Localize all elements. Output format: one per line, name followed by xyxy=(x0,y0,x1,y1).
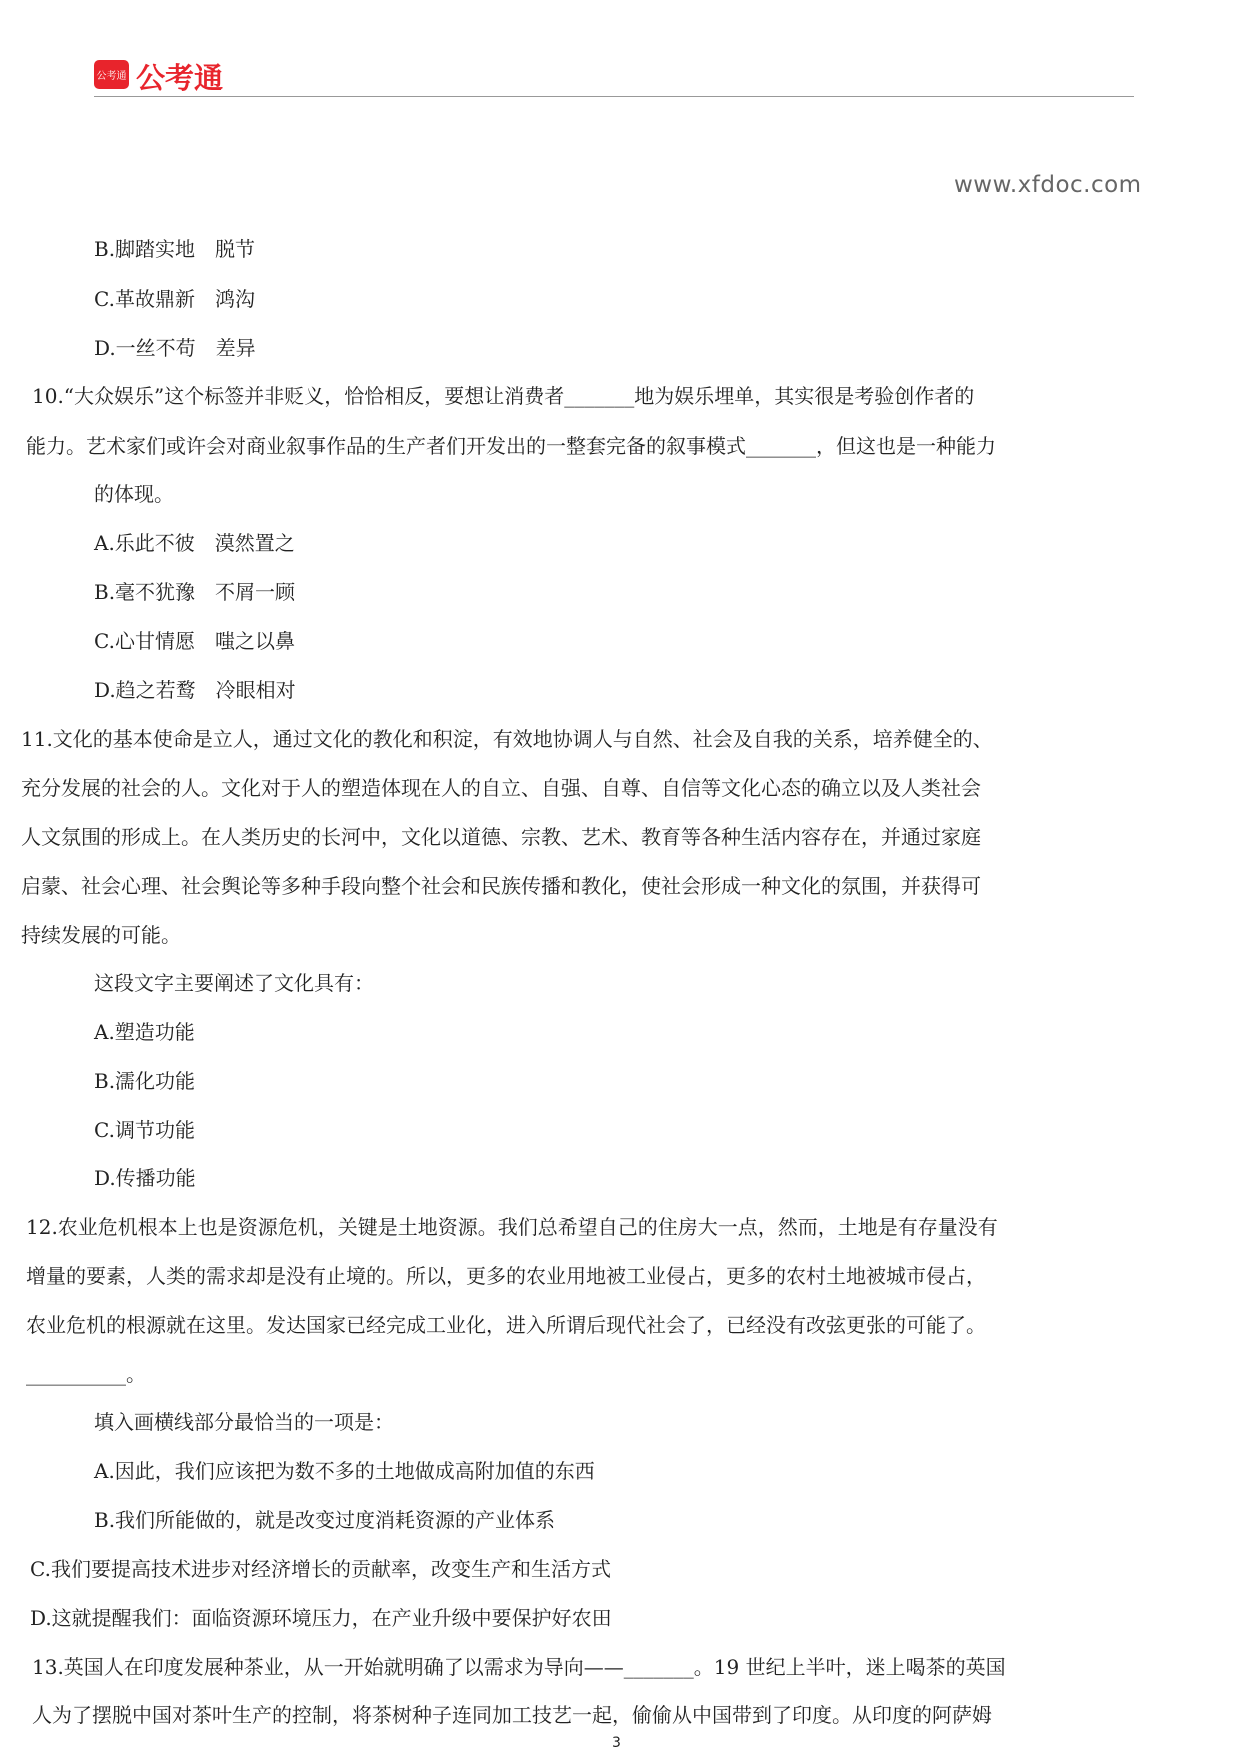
option-line: A.因此，我们应该把为数不多的土地做成高附加值的东西 xyxy=(94,1459,595,1483)
option-line: B.我们所能做的，就是改变过度消耗资源的产业体系 xyxy=(94,1508,556,1532)
question-line: 农业危机的根源就在这里。发达国家已经完成工业化，进入所谓后现代社会了，已经没有改弦更张的可能了。 xyxy=(26,1313,986,1337)
option-line: D.传播功能 xyxy=(94,1166,196,1190)
question-line: 人文氛围的形成上。在人类历史的长河中，文化以道德、宗教、艺术、教育等各种生活内容存在，并通过家庭 xyxy=(21,825,981,849)
blank-line: __________。 xyxy=(26,1362,146,1386)
question-line: 增量的要素，人类的需求却是没有止境的。所以，更多的农业用地被工业侵占，更多的农村土地被城市侵占， xyxy=(26,1264,986,1288)
question-line: 充分发展的社会的人。文化对于人的塑造体现在人的自立、自强、自尊、自信等文化心态的确立以及人类社会 xyxy=(21,776,981,800)
question-line: 13.英国人在印度发展种茶业，从一开始就明确了以需求为导向——_______。19 世纪上半叶，迷上喝茶的英国 xyxy=(32,1655,1006,1679)
option-line: D.一丝不苟 差异 xyxy=(94,336,256,360)
option-line: D.这就提醒我们：面临资源环境压力，在产业升级中要保护好农田 xyxy=(30,1606,612,1630)
option-line: B.毫不犹豫 不屑一顾 xyxy=(94,580,296,604)
option-line: C.我们要提高技术进步对经济增长的贡献率，改变生产和生活方式 xyxy=(30,1557,611,1581)
option-line: B.濡化功能 xyxy=(94,1069,196,1093)
watermark: www.xfdoc.com xyxy=(954,172,1142,198)
logo-icon: 公考通 xyxy=(94,60,129,89)
page-number: 3 xyxy=(612,1735,621,1751)
option-line: A.乐此不彼 漠然置之 xyxy=(94,531,295,555)
header-divider xyxy=(94,96,1134,97)
question-prompt: 这段文字主要阐述了文化具有： xyxy=(94,971,374,995)
logo-text: 公考通 xyxy=(136,61,224,95)
option-line: A.塑造功能 xyxy=(94,1020,195,1044)
question-prompt: 填入画横线部分最恰当的一项是： xyxy=(94,1410,394,1434)
option-line: B.脚踏实地 脱节 xyxy=(94,237,256,261)
question-line: 10.“大众娱乐”这个标签并非贬义，恰恰相反，要想让消费者_______地为娱乐埋单，其实很是考验创作者的 xyxy=(32,384,975,408)
question-line: 能力。艺术家们或许会对商业叙事作品的生产者们开发出的一整套完备的叙事模式_______，但这也是一种能力 xyxy=(26,434,996,458)
option-line: C.心甘情愿 嗤之以鼻 xyxy=(94,629,295,653)
option-line: D.趋之若鹜 冷眼相对 xyxy=(94,678,296,702)
option-line: C.革故鼎新 鸿沟 xyxy=(94,287,255,311)
question-line: 持续发展的可能。 xyxy=(21,923,181,947)
question-line: 11.文化的基本使命是立人，通过文化的教化和积淀，有效地协调人与自然、社会及自我的关系，培养健全的、 xyxy=(21,727,993,751)
question-line: 启蒙、社会心理、社会舆论等多种手段向整个社会和民族传播和教化，使社会形成一种文化的氛围，并获得可 xyxy=(21,874,981,898)
question-line: 12.农业危机根本上也是资源危机，关键是土地资源。我们总希望自己的住房大一点，然而，土地是有存量没有 xyxy=(26,1215,998,1239)
option-line: C.调节功能 xyxy=(94,1118,195,1142)
question-line: 人为了摆脱中国对茶叶生产的控制，将茶树种子连同加工技艺一起，偷偷从中国带到了印度。从印度的阿萨姆 xyxy=(32,1703,992,1727)
question-line: 的体现。 xyxy=(94,482,174,506)
